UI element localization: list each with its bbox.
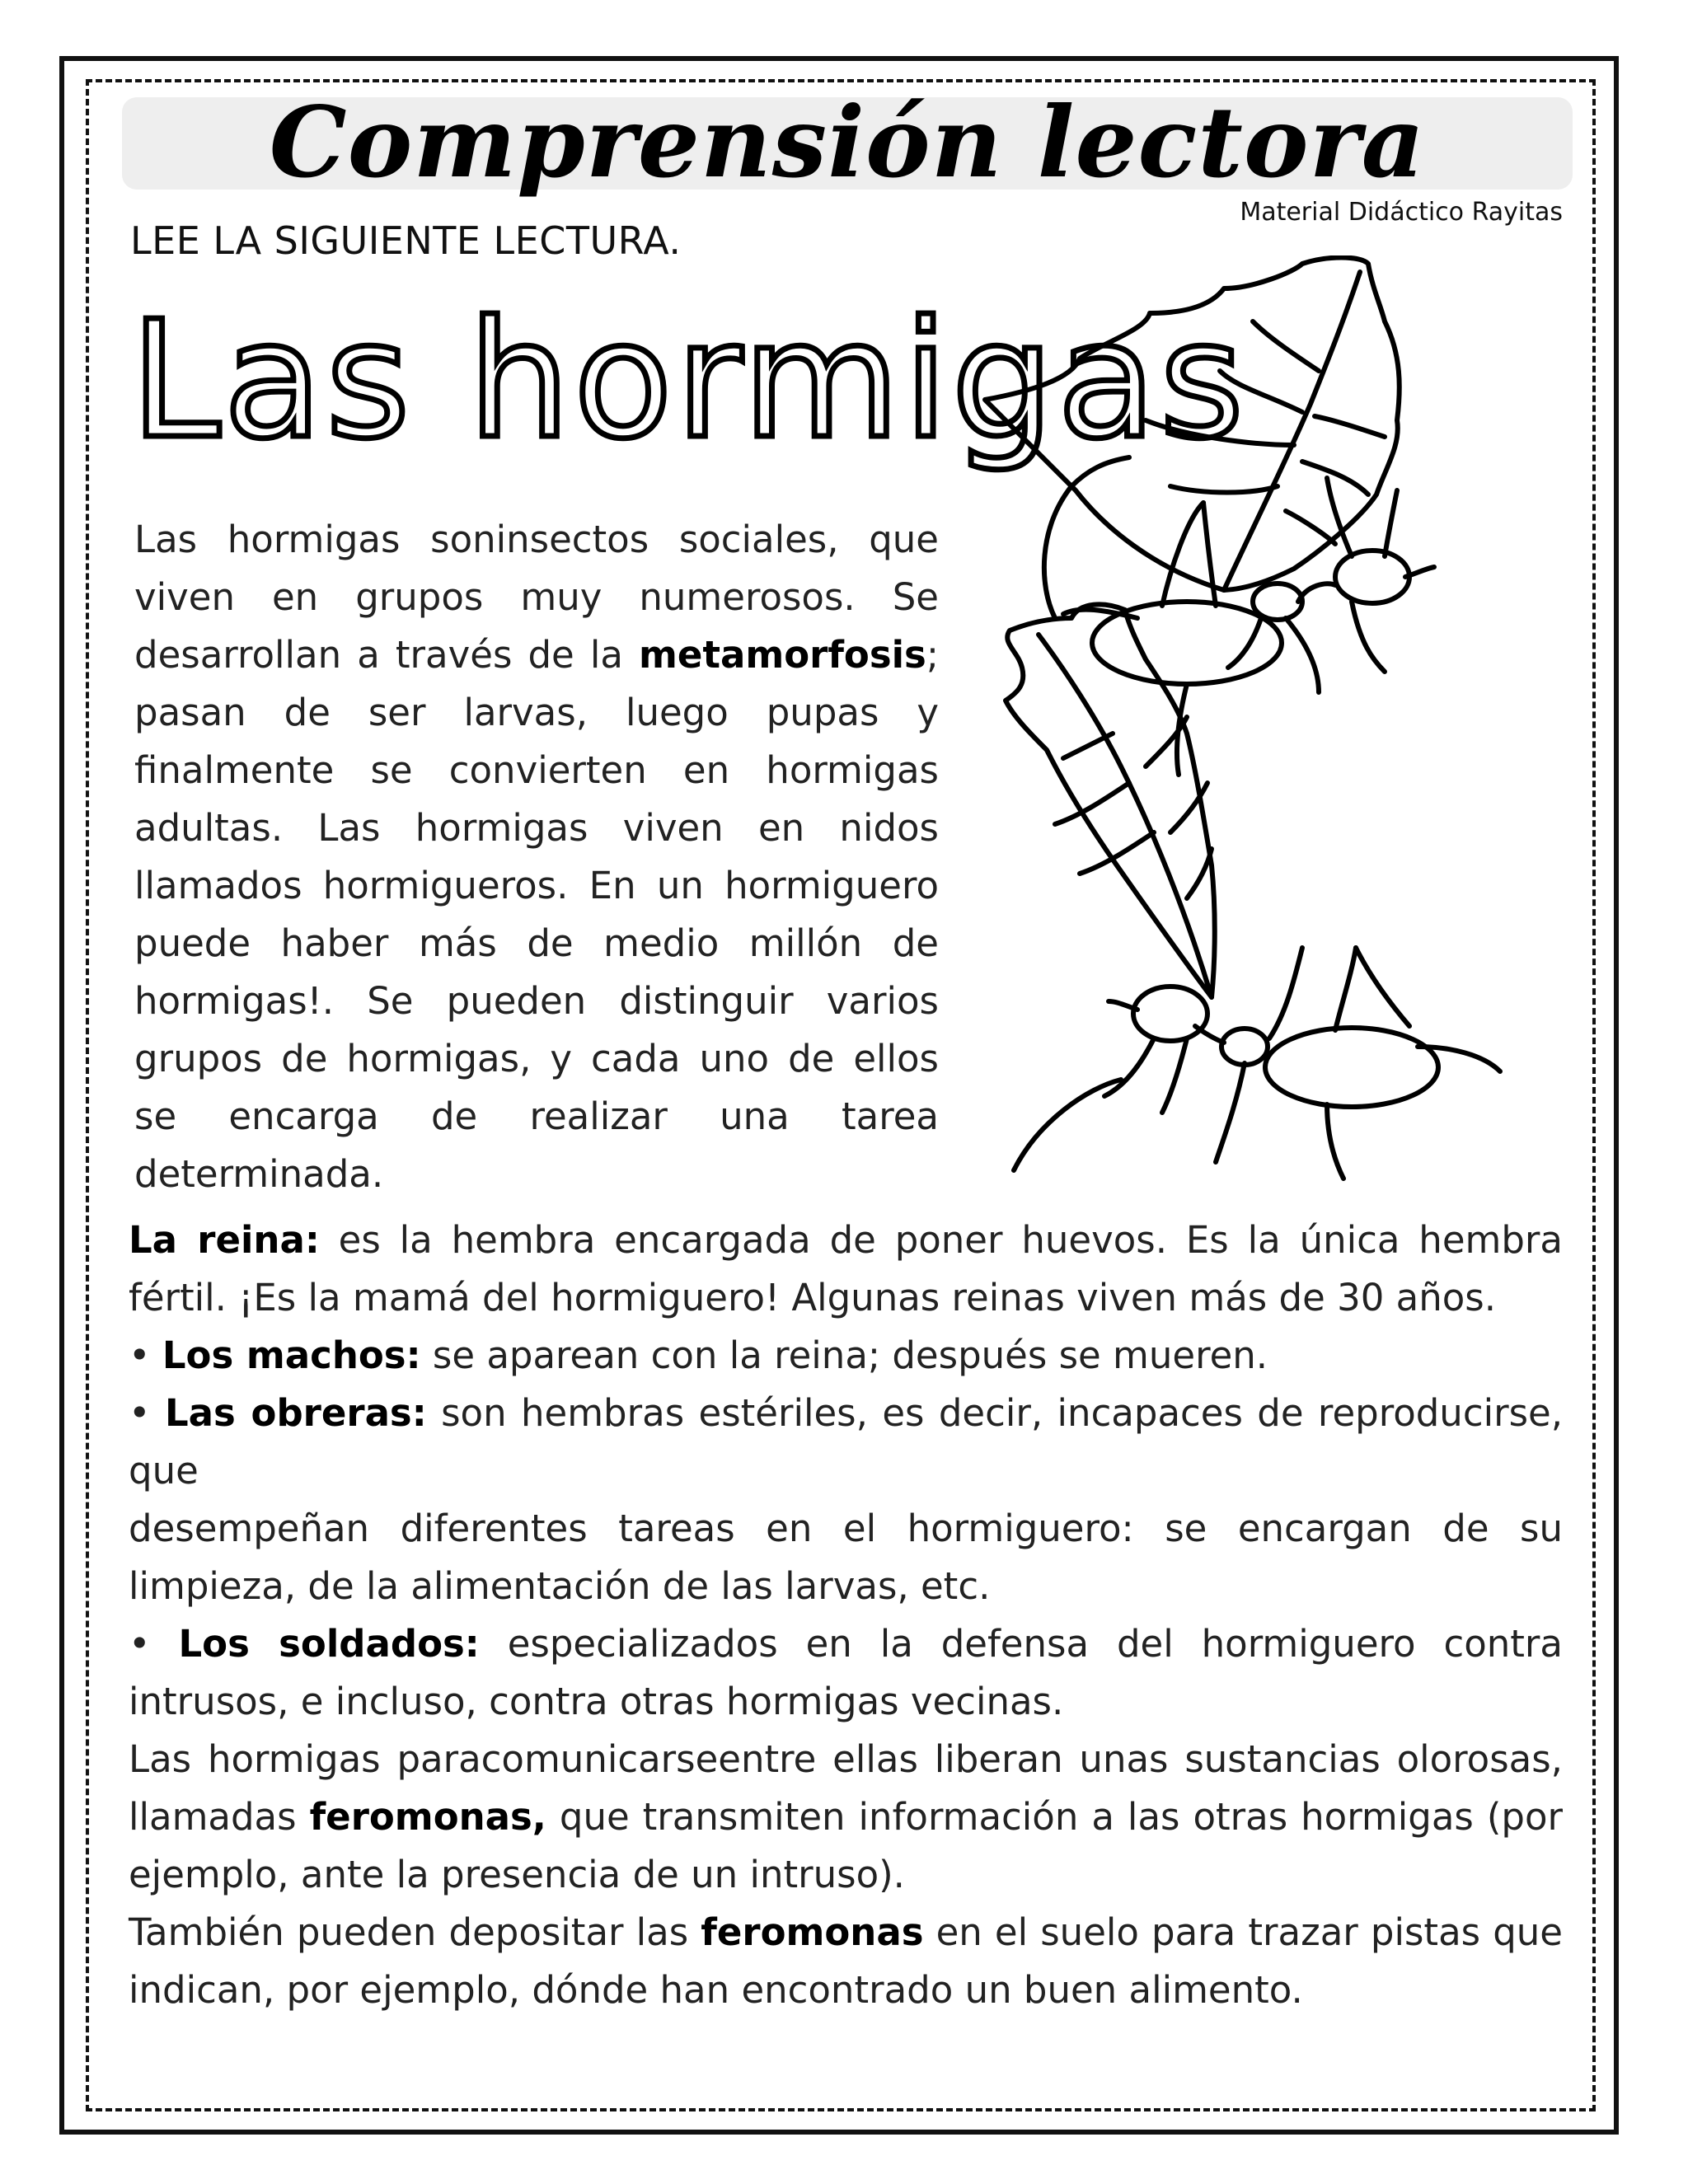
term-feromonas-1: feromonas, — [309, 1795, 546, 1839]
bullet-soldiers: • — [129, 1622, 179, 1666]
pheromones-text-2a: También pueden depositar las — [129, 1910, 701, 1954]
publisher-credit: Material Didáctico Rayitas — [1240, 198, 1563, 227]
connecting-stem — [1044, 457, 1129, 618]
term-metamorfosis: metamorfosis — [639, 633, 926, 677]
pheromones-text-1b: que transmiten información a las otras hormigas (por ejemplo, ante la presencia de un intruso). — [129, 1795, 1564, 1896]
soldiers-paragraph — [129, 1615, 1563, 1731]
term-feromonas-2: feromonas — [701, 1910, 924, 1954]
soldiers-text: especializados en la defensa del hormiguero contra intrusos, e incluso, contra otras hormigas vecinas. — [129, 1622, 1563, 1723]
intro-text-end: ; pasan de ser larvas, luego pupas y finalmente se convierten en hormigas adultas. Las hormigas viven en nidos llamados hormigueros. En un hormiguero puede haber más de medio millón de hormigas!. Se pueden distinguir varios grupos de hormigas, y cada uno de ellos se encarga de realizar una tarea determinada. — [134, 633, 939, 1196]
queen-paragraph — [129, 1212, 1563, 1327]
intro-paragraph — [134, 511, 939, 1203]
upper-ant-icon — [1063, 478, 1434, 775]
workers-paragraph-cont — [129, 1500, 1563, 1615]
males-label: Los machos: — [162, 1333, 421, 1377]
bullet-males: • — [129, 1333, 162, 1377]
workers-text-2: desempeñan diferentes tareas en el hormiguero: se encargan de su limpieza, de la alimentación de las larvas, etc. — [129, 1507, 1563, 1608]
pheromones-text-2b: en el suelo para trazar pistas que indican, por ejemplo, dónde han encontrado un buen alimento. — [129, 1910, 1563, 2012]
ants-carrying-leaves-illustration — [940, 255, 1591, 1203]
queen-label: La reina: — [129, 1218, 320, 1262]
lower-leaf-icon — [1006, 604, 1215, 997]
workers-text-1: son hembras estériles, es decir, incapaces de reproducirse, que — [129, 1391, 1564, 1493]
lower-ant-icon — [1014, 948, 1500, 1179]
soldiers-label: Los soldados: — [178, 1622, 480, 1666]
pheromones-paragraph-1 — [129, 1731, 1563, 1904]
article-heading: Las hormigas — [130, 287, 1248, 475]
worksheet-title: Comprensión lectora — [269, 85, 1426, 199]
pheromones-text-1a: Las hormigas paracomunicarseentre ellas liberan unas sustancias olorosas, llamadas — [129, 1737, 1563, 1839]
details-section — [129, 1212, 1563, 2019]
pheromones-paragraph-2 — [129, 1904, 1563, 2019]
workers-paragraph — [129, 1385, 1563, 1500]
bullet-workers: • — [129, 1391, 165, 1435]
intro-text-start: Las hormigas soninsectos sociales, que viven en grupos muy numerosos. Se desarrollan a través de la — [134, 518, 939, 677]
reading-instruction: LEE LA SIGUIENTE LECTURA. — [130, 218, 682, 263]
queen-text: es la hembra encargada de poner huevos. Es la única hembra fértil. ¡Es la mamá del hormiguero! Algunas reinas viven más de 30 años. — [129, 1218, 1563, 1319]
males-text: se aparean con la reina; después se mueren. — [420, 1333, 1268, 1377]
workers-label: Las obreras: — [164, 1391, 427, 1435]
males-paragraph — [129, 1327, 1563, 1385]
